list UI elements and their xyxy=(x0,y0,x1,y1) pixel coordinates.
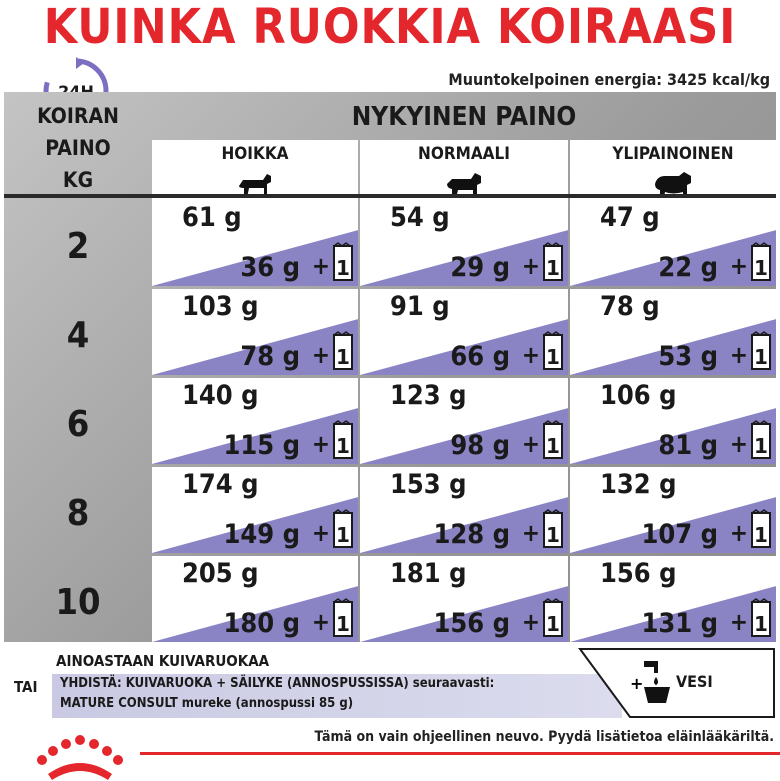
plus-sign: + xyxy=(729,608,748,636)
feeding-cell xyxy=(360,289,568,375)
mixed-dry-amount: 53 g xyxy=(658,341,718,372)
dry-only-label: AINOASTAAN KUIVARUOKAA xyxy=(56,652,270,670)
feeding-cell xyxy=(152,467,358,553)
pouch-icon xyxy=(750,598,772,638)
pouch-icon xyxy=(542,598,564,638)
water-label: VESI xyxy=(676,672,713,691)
mixed-dry-amount: 107 g xyxy=(641,519,718,550)
kg-header-line: PAINO xyxy=(45,136,111,160)
kg-header-line: KG xyxy=(62,168,94,192)
feeding-cell xyxy=(152,556,358,642)
dry-food-amount: 181 g xyxy=(390,558,467,589)
pouch-icon xyxy=(750,242,772,282)
kg-header-line: KOIRAN xyxy=(37,104,119,128)
feeding-cell xyxy=(360,467,568,553)
page-title: KUINKA RUOKKIA KOIRAASI xyxy=(43,0,737,55)
pouch-icon xyxy=(542,242,564,282)
pouch-icon xyxy=(750,420,772,460)
pouch-icon xyxy=(750,331,772,371)
column-label: YLIPAINOINEN xyxy=(612,144,734,164)
feeding-cell xyxy=(570,200,776,286)
pouch-icon xyxy=(750,509,772,549)
dry-food-amount: 140 g xyxy=(182,380,259,411)
dry-food-amount: 91 g xyxy=(390,291,450,322)
dry-food-amount: 156 g xyxy=(600,558,677,589)
feeding-cell xyxy=(152,378,358,464)
combine-box xyxy=(52,674,622,718)
mixed-dry-amount: 149 g xyxy=(223,519,300,550)
pouch-icon xyxy=(542,331,564,371)
dry-food-amount: 61 g xyxy=(182,202,242,233)
water-plus: + xyxy=(630,674,644,693)
plus-sign: + xyxy=(311,608,330,636)
kg-value: 10 xyxy=(55,582,101,623)
plus-sign: + xyxy=(729,252,748,280)
dry-food-amount: 205 g xyxy=(182,558,259,589)
kg-value: 6 xyxy=(66,404,90,445)
pouch-count: 1 xyxy=(546,434,560,458)
plus-sign: + xyxy=(521,252,540,280)
royal-canin-crown-logo xyxy=(34,730,126,781)
plus-sign: + xyxy=(311,430,330,458)
combine-line-2: MATURE CONSULT mureke (annospussi 85 g) xyxy=(60,696,354,711)
feeding-cell xyxy=(360,200,568,286)
mixed-dry-amount: 156 g xyxy=(433,608,510,639)
pouch-icon xyxy=(332,420,354,460)
pouch-count: 1 xyxy=(546,612,560,636)
feeding-cell xyxy=(360,378,568,464)
plus-sign: + xyxy=(521,341,540,369)
pouch-count: 1 xyxy=(754,345,768,369)
dry-food-amount: 174 g xyxy=(182,469,259,500)
feeding-table xyxy=(4,92,776,642)
feeding-cell xyxy=(360,556,568,642)
dry-food-amount: 47 g xyxy=(600,202,660,233)
feeding-cell xyxy=(570,467,776,553)
pouch-icon xyxy=(542,509,564,549)
plus-sign: + xyxy=(311,252,330,280)
mixed-dry-amount: 180 g xyxy=(223,608,300,639)
pouch-icon xyxy=(332,331,354,371)
pouch-count: 1 xyxy=(754,523,768,547)
dry-food-amount: 132 g xyxy=(600,469,677,500)
mixed-dry-amount: 66 g xyxy=(450,341,510,372)
feeding-cell xyxy=(152,200,358,286)
dry-food-amount: 78 g xyxy=(600,291,660,322)
plus-sign: + xyxy=(521,608,540,636)
pouch-count: 1 xyxy=(336,612,350,636)
mixed-dry-amount: 29 g xyxy=(450,252,510,283)
pouch-icon xyxy=(332,598,354,638)
pouch-icon xyxy=(332,509,354,549)
pouch-count: 1 xyxy=(754,434,768,458)
mixed-dry-amount: 81 g xyxy=(658,430,718,461)
mixed-dry-amount: 22 g xyxy=(658,252,718,283)
pouch-icon xyxy=(542,420,564,460)
header-divider xyxy=(4,194,776,198)
dry-food-amount: 106 g xyxy=(600,380,677,411)
dry-food-amount: 153 g xyxy=(390,469,467,500)
plus-sign: + xyxy=(729,519,748,547)
kg-value: 4 xyxy=(66,315,90,356)
mixed-dry-amount: 115 g xyxy=(223,430,300,461)
or-label: TAI xyxy=(14,678,38,696)
combine-line-1: YHDISTÄ: KUIVARUOKA + SÄILYKE (ANNOSPUSSISSA) seuraavasti: xyxy=(60,676,495,691)
feeding-cell xyxy=(570,378,776,464)
pouch-count: 1 xyxy=(754,256,768,280)
plus-sign: + xyxy=(521,430,540,458)
dry-food-amount: 54 g xyxy=(390,202,450,233)
footer-red-line xyxy=(140,752,780,755)
pouch-count: 1 xyxy=(336,345,350,369)
pouch-count: 1 xyxy=(754,612,768,636)
pouch-count: 1 xyxy=(336,434,350,458)
feeding-cell xyxy=(570,556,776,642)
mixed-dry-amount: 36 g xyxy=(240,252,300,283)
pouch-count: 1 xyxy=(546,256,560,280)
pouch-count: 1 xyxy=(546,523,560,547)
plus-sign: + xyxy=(311,519,330,547)
plus-sign: + xyxy=(521,519,540,547)
mixed-dry-amount: 131 g xyxy=(641,608,718,639)
column-label: HOIKKA xyxy=(221,144,289,164)
dry-food-amount: 103 g xyxy=(182,291,259,322)
disclaimer: Tämä on vain ohjeellinen neuvo. Pyydä lisätietoa eläinlääkäriltä. xyxy=(314,729,774,745)
plus-sign: + xyxy=(311,341,330,369)
energy-label: Muuntokelpoinen energia: 3425 kcal/kg xyxy=(448,70,770,89)
dry-food-amount: 123 g xyxy=(390,380,467,411)
mixed-dry-amount: 98 g xyxy=(450,430,510,461)
plus-sign: + xyxy=(729,430,748,458)
pouch-count: 1 xyxy=(336,256,350,280)
feeding-cell xyxy=(152,289,358,375)
current-weight-header: NYKYINEN PAINO xyxy=(351,102,577,132)
mixed-dry-amount: 78 g xyxy=(240,341,300,372)
kg-value: 8 xyxy=(66,493,90,534)
pouch-count: 1 xyxy=(336,523,350,547)
pouch-icon xyxy=(332,242,354,282)
kg-header xyxy=(4,100,152,196)
mixed-dry-amount: 128 g xyxy=(433,519,510,550)
column-label: NORMAALI xyxy=(418,144,510,164)
feeding-cell xyxy=(570,289,776,375)
pouch-count: 1 xyxy=(546,345,560,369)
plus-sign: + xyxy=(729,341,748,369)
kg-value: 2 xyxy=(66,226,90,267)
